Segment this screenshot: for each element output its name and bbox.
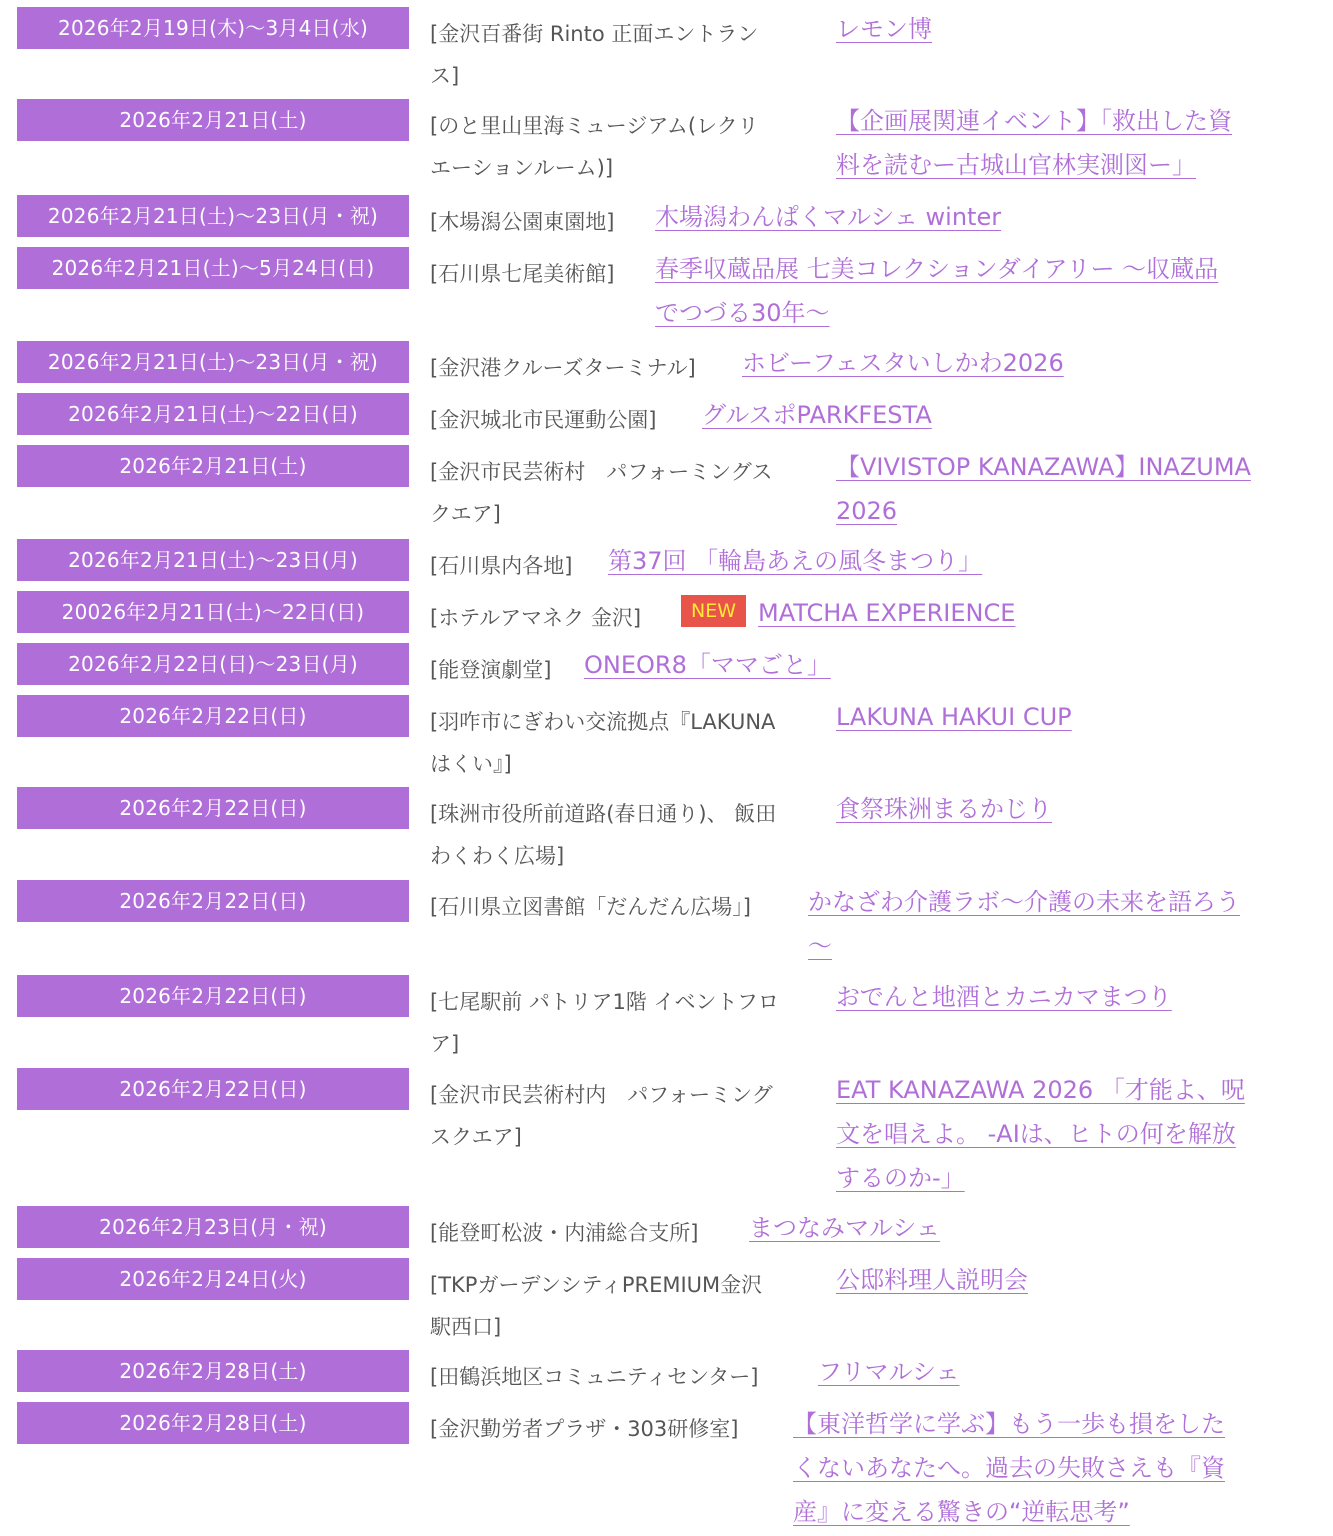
event-date: 2026年2月22日(日)	[17, 975, 409, 1017]
venue-line: [TKPガーデンシティPREMIUM金沢	[430, 1273, 763, 1297]
event-title	[836, 1068, 1245, 1200]
event-link[interactable]: 【VIVISTOP KANAZAWA】INAZUMA	[836, 453, 1251, 481]
event-venue	[430, 253, 614, 295]
venue-line: [田鶴浜地区コミュニティセンター]	[430, 1365, 759, 1389]
event-link[interactable]: LAKUNA HAKUI CUP	[836, 703, 1072, 731]
event-link[interactable]: ONEOR8「ママごと」	[584, 651, 831, 679]
event-venue	[430, 347, 696, 389]
event-date: 2026年2月21日(土)〜5月24日(日)	[17, 247, 409, 289]
venue-line: はくい』]	[430, 752, 512, 776]
event-title	[655, 195, 1001, 239]
event-link[interactable]: 春季収蔵品展 七美コレクションダイアリー 〜収蔵品	[655, 255, 1219, 283]
venue-line: [金沢港クルーズターミナル]	[430, 356, 696, 380]
event-date: 2026年2月28日(土)	[17, 1402, 409, 1444]
event-link[interactable]: レモン博	[836, 15, 932, 43]
event-date: 2026年2月21日(土)〜23日(月・祝)	[17, 195, 409, 237]
event-date: 20026年2月21日(土)〜22日(日)	[17, 591, 409, 633]
event-venue	[430, 1408, 738, 1450]
event-title	[836, 1258, 1028, 1302]
event-venue	[430, 13, 758, 97]
event-title	[584, 643, 831, 687]
event-date: 2026年2月22日(日)	[17, 695, 409, 737]
event-link[interactable]: 公邸料理人説明会	[836, 1266, 1028, 1294]
venue-line: [金沢市民芸術村 パフォーミングス	[430, 460, 773, 484]
venue-line: [七尾駅前 パトリア1階 イベントフロ	[430, 990, 779, 1014]
event-link[interactable]: でつづる30年〜	[655, 299, 830, 327]
event-link[interactable]: くないあなたへ。過去の失敗さえも『資	[793, 1454, 1225, 1482]
venue-line: [能登町松波・内浦総合支所]	[430, 1221, 699, 1245]
event-date: 2026年2月28日(土)	[17, 1350, 409, 1392]
event-venue	[430, 1264, 762, 1348]
event-title	[836, 975, 1172, 1019]
venue-line: [ホテルアマネク 金沢]	[430, 606, 642, 630]
event-venue	[430, 597, 641, 639]
event-venue	[430, 201, 614, 243]
event-venue	[430, 1212, 698, 1254]
venue-line: [珠洲市役所前道路(春日通り)、 飯田	[430, 802, 777, 826]
event-venue	[430, 451, 773, 535]
venue-line: [石川県七尾美術館]	[430, 262, 615, 286]
event-link[interactable]: 第37回 「輪島あえの風冬まつり」	[608, 547, 983, 575]
event-venue	[430, 981, 779, 1065]
event-link[interactable]: かなざわ介護ラボ〜介護の未来を語ろう	[808, 888, 1240, 916]
venue-line: [のと里山里海ミュージアム(レクリ	[430, 114, 759, 138]
event-link[interactable]: まつなみマルシェ	[749, 1214, 940, 1242]
event-venue	[430, 1074, 773, 1158]
event-date: 2026年2月21日(土)〜23日(月・祝)	[17, 341, 409, 383]
event-title	[749, 1206, 940, 1250]
event-title	[836, 445, 1251, 533]
venue-line: クエア]	[430, 502, 501, 526]
venue-line: [金沢百番街 Rinto 正面エントラン	[430, 22, 759, 46]
venue-line: 駅西口]	[430, 1315, 502, 1339]
venue-line: エーションルーム)]	[430, 156, 614, 180]
event-date: 2026年2月24日(火)	[17, 1258, 409, 1300]
venue-line: [金沢勤労者プラザ・303研修室]	[430, 1417, 739, 1441]
event-date: 2026年2月21日(土)	[17, 99, 409, 141]
event-title	[742, 341, 1064, 385]
event-date: 2026年2月22日(日)	[17, 1068, 409, 1110]
event-link[interactable]: 産』に変える驚きの“逆転思考”	[793, 1498, 1130, 1526]
event-link[interactable]: 〜	[808, 932, 832, 960]
event-link[interactable]: EAT KANAZAWA 2026 「才能よ、呪	[836, 1076, 1245, 1104]
event-link[interactable]: 【東洋哲学に学ぶ】もう一歩も損をした	[793, 1410, 1225, 1438]
event-venue	[430, 399, 656, 441]
event-link[interactable]: 2026	[836, 497, 898, 525]
event-date: 2026年2月21日(土)	[17, 445, 409, 487]
event-link[interactable]: 料を読むー古城山官林実測図ー」	[836, 151, 1196, 179]
event-venue	[430, 545, 572, 587]
event-date: 2026年2月23日(月・祝)	[17, 1206, 409, 1248]
event-venue	[430, 793, 776, 877]
event-link[interactable]: するのか-」	[836, 1164, 965, 1192]
venue-line: [金沢市民芸術村内 パフォーミング	[430, 1083, 773, 1107]
event-date: 2026年2月22日(日)	[17, 787, 409, 829]
event-venue	[430, 105, 759, 189]
event-date: 2026年2月21日(土)〜22日(日)	[17, 393, 409, 435]
event-link[interactable]: グルスポPARKFESTA	[702, 401, 932, 429]
event-title	[818, 1350, 959, 1394]
event-date: 2026年2月22日(日)	[17, 880, 409, 922]
event-venue	[430, 886, 751, 928]
venue-line: [木場潟公園東園地]	[430, 210, 615, 234]
event-date: 2026年2月22日(日)〜23日(月)	[17, 643, 409, 685]
event-title	[836, 7, 932, 51]
event-link[interactable]: 木場潟わんぱくマルシェ winter	[655, 203, 1002, 231]
event-title	[808, 880, 1240, 968]
venue-line: わくわく広場]	[430, 844, 565, 868]
event-link[interactable]: おでんと地酒とカニカマまつり	[836, 983, 1172, 1011]
event-link[interactable]: フリマルシェ	[818, 1358, 960, 1386]
event-title	[836, 99, 1232, 187]
event-title	[836, 695, 1072, 739]
venue-line: [能登演劇堂]	[430, 658, 552, 682]
event-date: 2026年2月21日(土)〜23日(月)	[17, 539, 409, 581]
event-title	[655, 247, 1218, 335]
event-venue	[430, 701, 775, 785]
venue-line: [羽咋市にぎわい交流拠点『LAKUNA	[430, 710, 776, 734]
event-title	[608, 539, 982, 583]
event-title	[702, 393, 932, 437]
venue-line: [石川県内各地]	[430, 554, 573, 578]
event-link[interactable]: 食祭珠洲まるかじり	[836, 795, 1052, 823]
new-badge: NEW	[681, 595, 746, 627]
event-venue	[430, 1356, 758, 1398]
event-venue	[430, 649, 551, 691]
event-title	[836, 787, 1052, 831]
event-link[interactable]: 【企画展関連イベント】「救出した資	[836, 107, 1232, 135]
venue-line: スクエア]	[430, 1125, 522, 1149]
venue-line: ス]	[430, 64, 460, 88]
event-title	[793, 1402, 1225, 1534]
event-title	[681, 591, 1015, 635]
event-link[interactable]: MATCHA EXPERIENCE	[758, 599, 1016, 627]
venue-line: ア]	[430, 1032, 460, 1056]
venue-line: [石川県立図書館「だんだん広場」]	[430, 895, 751, 919]
event-link[interactable]: ホビーフェスタいしかわ2026	[742, 349, 1064, 377]
event-date: 2026年2月19日(木)〜3月4日(水)	[17, 7, 409, 49]
event-link[interactable]: 文を唱えよ。 -AIは、ヒトの何を解放	[836, 1120, 1236, 1148]
venue-line: [金沢城北市民運動公園]	[430, 408, 657, 432]
